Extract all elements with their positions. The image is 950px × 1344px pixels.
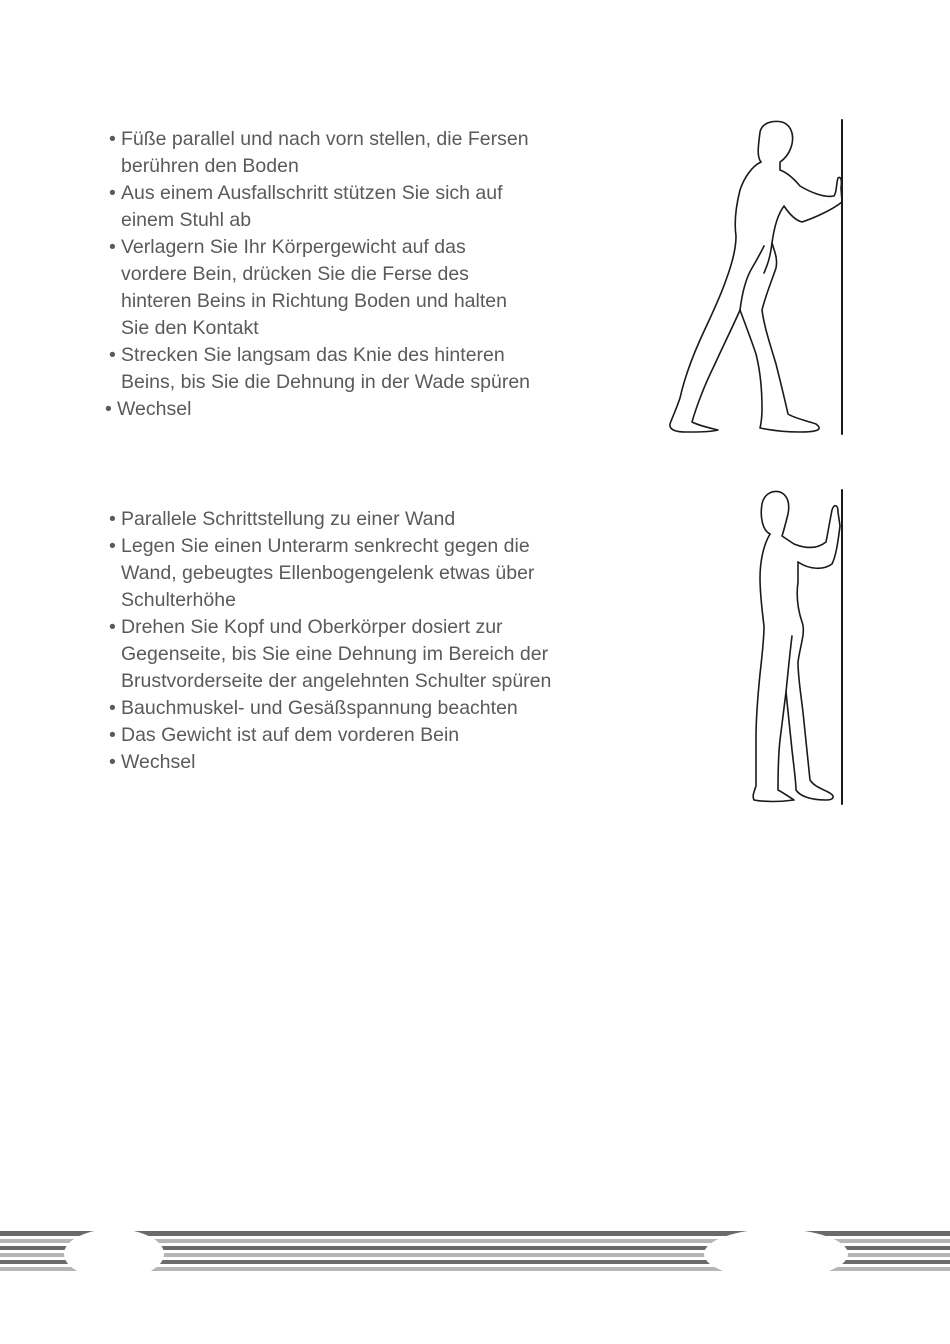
list-item: • Strecken Sie langsam das Knie des hinteren Beins, bis Sie die Dehnung in der Wade spüren: [109, 344, 531, 393]
list-item: • Das Gewicht ist auf dem vorderen Bein: [109, 724, 460, 746]
list-item: • Wechsel: [109, 751, 196, 773]
calf-stretch-instructions: [105, 126, 591, 423]
list-item: • Verlagern Sie Ihr Körpergewicht auf das vordere Bein, drücken Sie die Ferse des hinteren Beins in Richtung Boden und halten Sie den Kontakt: [109, 236, 507, 339]
footer-stripe-decoration: [0, 1228, 950, 1280]
list-item: • Bauchmuskel- und Gesäßspannung beachten: [109, 697, 518, 719]
list-item: • Legen Sie einen Unterarm senkrecht gegen die Wand, gebeugtes Ellenbogengelenk etwas über Schulterhöhe: [109, 535, 535, 611]
list-item: • Füße parallel und nach vorn stellen, die Fersen berühren den Boden: [109, 128, 529, 177]
list-item: • Drehen Sie Kopf und Oberkörper dosiert zur Gegenseite, bis Sie eine Dehnung im Bereich der Brustvorderseite der angelehnten Schulter spüren: [109, 616, 552, 692]
chest-stretch-instructions: [109, 506, 621, 776]
list-item: • Parallele Schrittstellung zu einer Wand: [109, 508, 456, 530]
chest-stretch-figure-illustration: [748, 486, 848, 806]
list-item: • Aus einem Ausfallschritt stützen Sie sich auf einem Stuhl ab: [109, 182, 503, 231]
calf-stretch-figure-illustration: [664, 118, 849, 436]
list-item: • Wechsel: [105, 398, 192, 420]
